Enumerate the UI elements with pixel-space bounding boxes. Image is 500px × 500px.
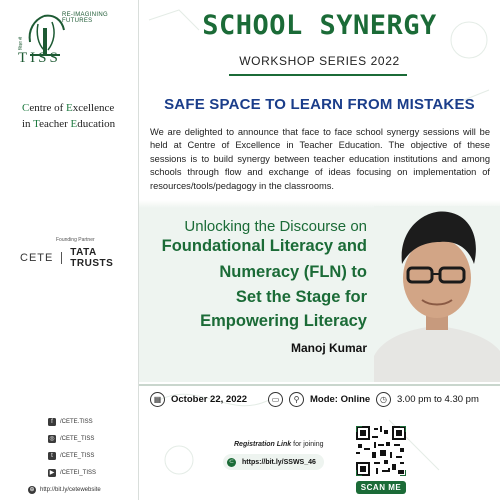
cete-full-line-2: in Teacher Education	[22, 118, 116, 130]
registration-url: https://bit.ly/SSWS_46	[242, 458, 316, 466]
youtube-icon: ▶	[49, 469, 55, 476]
event-time	[376, 390, 479, 408]
website-link: http://bit.ly/cetewebsite	[40, 486, 101, 493]
link-icon: ⊂	[228, 458, 235, 465]
globe-icon: ⊕	[29, 486, 35, 493]
social-handle: /CETE.TISS	[60, 418, 93, 425]
logo-tagline: RE-IMAGINING FUTURES	[62, 12, 108, 24]
registration-label-rest: for joining	[291, 441, 324, 448]
talk-title-line-3: Set the Stage for	[235, 288, 367, 306]
registration-label-bold: Registration Link	[234, 441, 292, 448]
event-mode	[268, 390, 370, 408]
facebook-icon: f	[48, 418, 56, 426]
event-mode-text: Mode: Online	[310, 393, 371, 405]
scan-me-label: SCAN ME	[356, 481, 406, 494]
social-facebook[interactable]	[48, 413, 96, 430]
registration-label	[234, 441, 323, 448]
registration-link[interactable]	[223, 454, 324, 470]
meta-divider	[139, 384, 500, 386]
cete-full-line-1: Centre of Excellence	[22, 102, 115, 114]
social-handle: /CETE_TISS	[60, 435, 95, 442]
event-title: SCHOOL SYNERGY	[202, 10, 437, 41]
subtitle-underline	[229, 74, 407, 76]
partner-separator	[61, 252, 62, 264]
instagram-icon: ◎	[49, 435, 55, 442]
partner-tata-trusts: TATA TRUSTS	[70, 247, 114, 269]
speaker-photo	[374, 206, 500, 382]
event-date-text: October 22, 2022	[171, 393, 248, 405]
qr-code[interactable]	[356, 426, 406, 476]
speaker-name: Manoj Kumar	[290, 341, 367, 355]
talk-intro: Unlocking the Discourse on	[184, 218, 367, 235]
talk-title-line-1: Foundational Literacy and	[161, 237, 367, 255]
event-subtitle: WORKSHOP SERIES 2022	[239, 54, 400, 68]
twitter-icon: t	[48, 452, 56, 460]
talk-title-line-2: Numeracy (FLN) to	[219, 263, 367, 281]
social-twitter[interactable]	[48, 447, 96, 464]
intro-paragraph: We are delighted to announce that face to face school synergy sessions will be held at Centre of Excellence in Teacher Education. The objective of these sessions is to build synergy between teacher education institutions and among schools through flow and exchange of ideas focusing on implementation of resources/tools/pedagogy in the classrooms.	[150, 127, 490, 191]
event-date	[150, 390, 247, 408]
social-youtube[interactable]	[48, 464, 96, 481]
social-website[interactable]	[28, 481, 101, 498]
event-time-text: 3.00 pm to 4.30 pm	[397, 393, 479, 405]
headline: SAFE SPACE TO LEARN FROM MISTAKES	[164, 96, 475, 113]
social-instagram[interactable]	[48, 430, 96, 447]
partner-cete: CETE	[20, 252, 54, 264]
talk-title-line-4: Empowering Literacy	[200, 312, 367, 330]
person-icon: ⚲	[289, 392, 304, 407]
cete-full-name	[22, 100, 132, 132]
social-handle: /CETEI_TISS	[60, 469, 97, 476]
calendar-icon: ▦	[150, 392, 165, 407]
logo-tiss-wordmark: TISS	[18, 50, 61, 66]
social-handle: /CETE_TISS	[60, 452, 95, 459]
svg-text:शिक्षा से: शिक्षा से	[19, 36, 24, 50]
social-links	[29, 413, 101, 493]
founding-partner-label: Founding Partner	[56, 237, 95, 243]
sidebar	[0, 0, 138, 500]
partner-logos	[20, 247, 138, 269]
laptop-icon: ▭	[268, 392, 283, 407]
clock-icon: ◷	[376, 392, 391, 407]
